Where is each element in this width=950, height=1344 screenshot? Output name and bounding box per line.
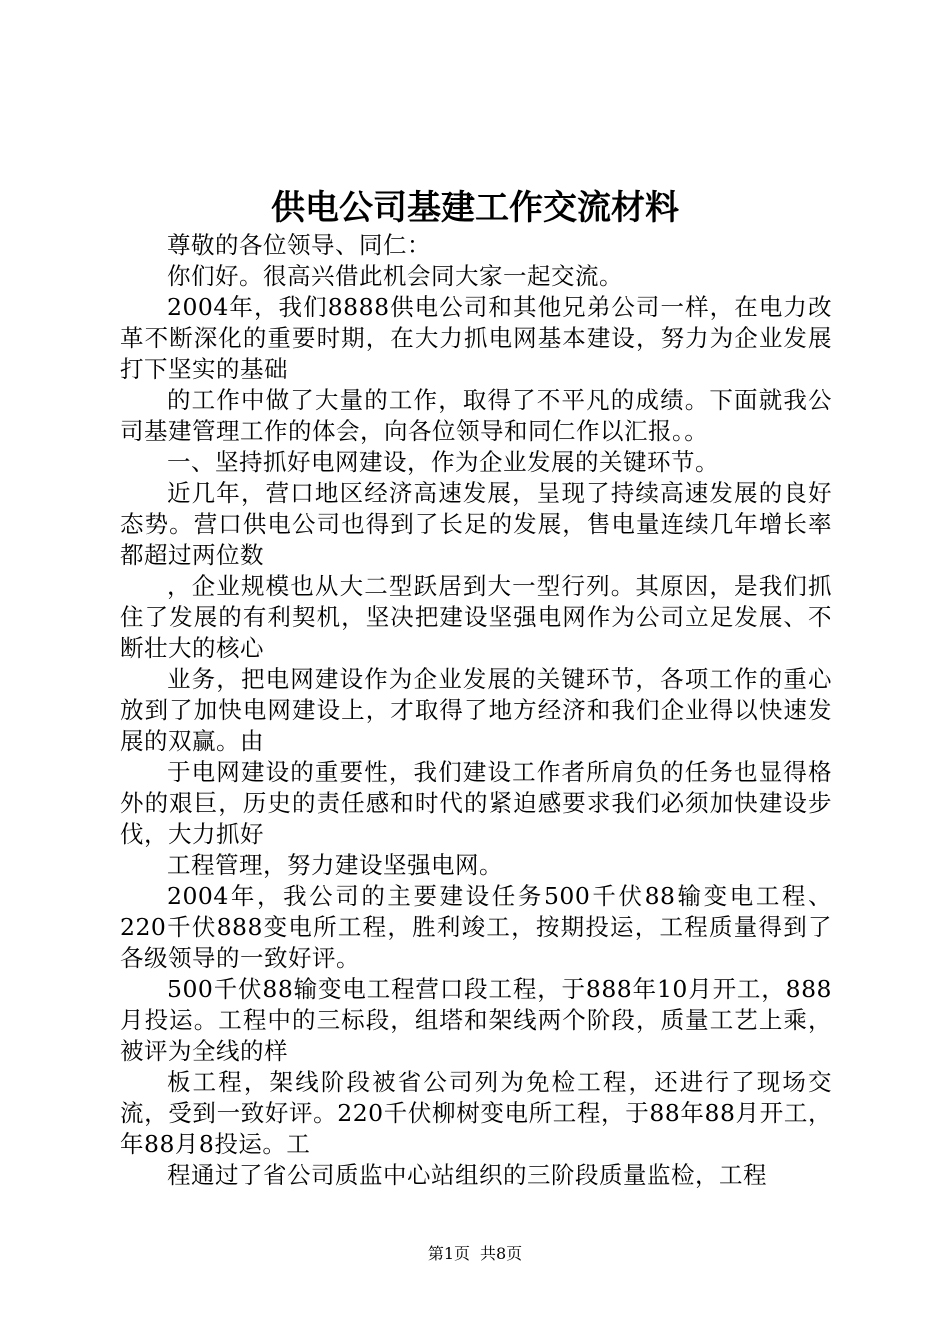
paragraph: 板工程，架线阶段被省公司列为免检工程，还进行了现场交流，受到一致好评。220千伏柳树变电所工程，于88年88月开工，年88月8投运。工 bbox=[120, 1068, 832, 1158]
paragraph: 的工作中做了大量的工作，取得了不平凡的成绩。下面就我公司基建管理工作的体会，向各位领导和同仁作以汇报。。 bbox=[120, 386, 832, 445]
paragraph-greeting: 你们好。很高兴借此机会同大家一起交流。 bbox=[167, 262, 623, 290]
paragraph-salutation: 尊敬的各位领导、同仁： bbox=[167, 231, 431, 259]
document-body bbox=[120, 230, 832, 1191]
page-number: 第1页 bbox=[427, 1244, 470, 1263]
paragraph: 2004年，我们8888供电公司和其他兄弟公司一样，在电力改革不断深化的重要时期，在大力抓电网基本建设，努力为企业发展打下坚实的基础 bbox=[120, 293, 832, 383]
paragraph: 500千伏88输变电工程营口段工程，于888年10月开工，888月投运。工程中的三标段，组塔和架线两个阶段，质量工艺上乘，被评为全线的样 bbox=[120, 975, 832, 1065]
section-heading: 一、坚持抓好电网建设，作为企业发展的关键环节。 bbox=[167, 448, 719, 476]
paragraph: 近几年，营口地区经济高速发展，呈现了持续高速发展的良好态势。营口供电公司也得到了长足的发展，售电量连续几年增长率都超过两位数 bbox=[120, 479, 832, 569]
page-total: 共8页 bbox=[480, 1244, 523, 1263]
paragraph: ，企业规模也从大二型跃居到大一型行列。其原因，是我们抓住了发展的有利契机，坚决把建设坚强电网作为公司立足发展、不断壮大的核心 bbox=[120, 572, 832, 662]
paragraph: 程通过了省公司质监中心站组织的三阶段质量监检，工程 bbox=[167, 1161, 767, 1189]
paragraph: 业务，把电网建设作为企业发展的关键环节，各项工作的重心放到了加快电网建设上，才取得了地方经济和我们企业得以快速发展的双赢。由 bbox=[120, 665, 832, 755]
document-title: 供电公司基建工作交流材料 bbox=[271, 188, 679, 228]
paragraph: 2004年，我公司的主要建设任务500千伏88输变电工程、220千伏888变电所工程，胜利竣工，按期投运，工程质量得到了各级领导的一致好评。 bbox=[120, 882, 832, 972]
page-footer bbox=[0, 1243, 950, 1265]
paragraph: 工程管理，努力建设坚强电网。 bbox=[167, 851, 503, 879]
paragraph: 于电网建设的重要性，我们建设工作者所肩负的任务也显得格外的艰巨，历史的责任感和时代的紧迫感要求我们必须加快建设步伐，大力抓好 bbox=[120, 758, 832, 848]
